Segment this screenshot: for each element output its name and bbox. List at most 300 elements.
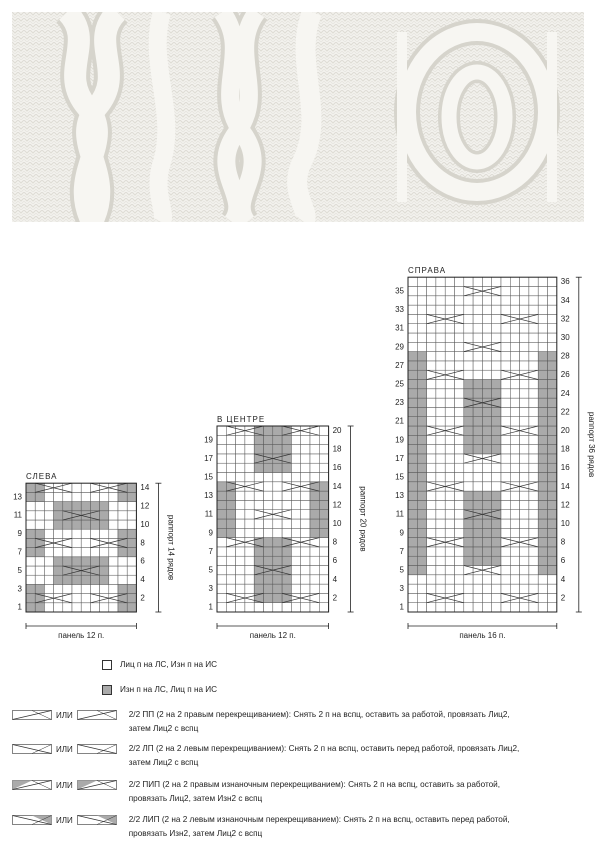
chart-cell xyxy=(291,435,300,444)
chart-cell xyxy=(445,417,454,426)
chart-cell xyxy=(44,502,53,511)
chart-cell xyxy=(473,547,482,556)
chart-cell xyxy=(226,435,235,444)
chart-cell xyxy=(548,547,557,556)
chart-cell xyxy=(445,445,454,454)
chart-cell xyxy=(408,566,417,575)
chart-cell xyxy=(217,500,226,509)
chart-cell xyxy=(254,435,263,444)
chart-cell xyxy=(254,528,263,537)
chart-cell xyxy=(35,502,44,511)
chart-cell xyxy=(538,342,547,351)
chart-cell xyxy=(455,361,464,370)
chart-cell xyxy=(72,502,81,511)
chart-cell xyxy=(492,435,501,444)
chart-cell xyxy=(492,426,501,435)
chart-cell xyxy=(538,528,547,537)
chart-cell xyxy=(217,491,226,500)
chart-cell xyxy=(492,482,501,491)
chart-cell xyxy=(81,538,90,547)
chart-cell xyxy=(245,510,254,519)
chart-cell xyxy=(473,491,482,500)
chart-cell xyxy=(464,575,473,584)
chart-cell xyxy=(44,603,53,612)
chart-cell xyxy=(417,277,426,286)
chart-cell xyxy=(427,528,436,537)
chart-cell xyxy=(529,500,538,509)
chart-cell xyxy=(482,584,491,593)
chart-cell xyxy=(301,491,310,500)
legend-item-cable-1 xyxy=(12,708,510,736)
chart-cell xyxy=(217,426,226,435)
chart-cell xyxy=(445,584,454,593)
chart-cell xyxy=(492,528,501,537)
chart-cell xyxy=(319,538,328,547)
chart-cell xyxy=(254,500,263,509)
chart-cell xyxy=(301,454,310,463)
chart-cell xyxy=(408,528,417,537)
chart-cell xyxy=(408,333,417,342)
chart-cell xyxy=(291,603,300,612)
legend-text-cable-3: 2/2 ПИП (2 на 2 правым изнаночным перекрещиванием): Снять 2 п на вспц, оставить за работой, провязать Лиц2, затем Изн2 с вспц xyxy=(128,780,501,803)
chart-cell xyxy=(510,547,519,556)
chart-cell xyxy=(310,454,319,463)
chart-cell xyxy=(455,333,464,342)
chart-cell xyxy=(464,519,473,528)
chart-cell xyxy=(72,529,81,538)
chart-cell xyxy=(319,575,328,584)
chart-cell xyxy=(264,491,273,500)
panel-label: панель 12 п. xyxy=(58,631,105,640)
chart-cell xyxy=(510,389,519,398)
chart-cell xyxy=(417,566,426,575)
chart-cell xyxy=(26,594,35,603)
chart-cell xyxy=(264,538,273,547)
chart-cell xyxy=(417,296,426,305)
chart-cell xyxy=(529,361,538,370)
chart-cell xyxy=(310,435,319,444)
cable-symbol-icon xyxy=(12,710,52,720)
chart-cell xyxy=(417,482,426,491)
repeat-label: раппорт 36 рядов xyxy=(586,411,596,478)
chart-cell xyxy=(455,556,464,565)
chart-cell xyxy=(529,296,538,305)
row-number: 23 xyxy=(395,398,404,408)
chart-cell xyxy=(473,463,482,472)
chart-cell xyxy=(548,510,557,519)
chart-cell xyxy=(291,500,300,509)
row-number: 15 xyxy=(204,472,213,482)
chart-cell xyxy=(245,473,254,482)
chart-cell xyxy=(455,305,464,314)
chart-cell xyxy=(408,296,417,305)
chart-cell xyxy=(291,454,300,463)
chart-cell xyxy=(445,435,454,444)
chart-cell xyxy=(408,491,417,500)
chart-cell xyxy=(118,511,127,520)
chart-cell xyxy=(473,593,482,602)
row-number: 1 xyxy=(208,602,213,612)
chart-cell xyxy=(520,435,529,444)
chart-cell xyxy=(90,584,99,593)
chart-cell xyxy=(90,520,99,529)
chart-cell xyxy=(473,333,482,342)
chart-cell xyxy=(548,389,557,398)
chart-cell xyxy=(548,426,557,435)
or-label: ИЛИ xyxy=(56,745,73,754)
chart-cell xyxy=(417,519,426,528)
chart-cell xyxy=(482,389,491,398)
chart-cell xyxy=(464,277,473,286)
chart-cell xyxy=(319,556,328,565)
row-number: 16 xyxy=(332,463,342,473)
chart-cell xyxy=(118,603,127,612)
chart-cell xyxy=(473,482,482,491)
chart-cell xyxy=(492,500,501,509)
chart-cell xyxy=(254,603,263,612)
chart-cell xyxy=(482,361,491,370)
chart-cell xyxy=(445,519,454,528)
chart-cell xyxy=(427,473,436,482)
chart-cell xyxy=(236,473,245,482)
chart-cell xyxy=(254,556,263,565)
chart-cell xyxy=(245,445,254,454)
chart-cell xyxy=(464,296,473,305)
chart-cell xyxy=(35,492,44,501)
chart-cell xyxy=(529,510,538,519)
chart-cell xyxy=(72,603,81,612)
chart-cell xyxy=(282,519,291,528)
chart-cell xyxy=(100,502,109,511)
chart-cell xyxy=(417,584,426,593)
chart-cell xyxy=(291,528,300,537)
chart-cell xyxy=(109,529,118,538)
chart-title: В ЦЕНТРЕ xyxy=(217,415,266,424)
chart-cell xyxy=(100,492,109,501)
chart-cell xyxy=(464,538,473,547)
row-number: 10 xyxy=(140,519,150,529)
chart-cell xyxy=(492,407,501,416)
chart-cell xyxy=(529,435,538,444)
chart-cell xyxy=(538,277,547,286)
chart-cell xyxy=(529,305,538,314)
chart-cell xyxy=(291,491,300,500)
chart-cell xyxy=(538,324,547,333)
chart-cell xyxy=(54,529,63,538)
chart-cell xyxy=(236,575,245,584)
chart-cell xyxy=(473,528,482,537)
chart-cell xyxy=(464,426,473,435)
chart-cell xyxy=(492,296,501,305)
chart-cell xyxy=(520,575,529,584)
chart-cell xyxy=(538,547,547,556)
chart-cell xyxy=(473,426,482,435)
chart-cell xyxy=(538,445,547,454)
chart-cell xyxy=(492,370,501,379)
chart-cell xyxy=(118,584,127,593)
chart-cell xyxy=(408,352,417,361)
chart-cell xyxy=(282,435,291,444)
chart-cell xyxy=(501,510,510,519)
chart-cell xyxy=(301,445,310,454)
chart-cell xyxy=(548,296,557,305)
chart-cell xyxy=(445,352,454,361)
row-number: 14 xyxy=(140,483,150,493)
chart-cell xyxy=(538,500,547,509)
chart-cell xyxy=(473,473,482,482)
chart-cell xyxy=(226,519,235,528)
chart-cell xyxy=(310,575,319,584)
row-number: 9 xyxy=(399,528,404,538)
chart-cell xyxy=(445,463,454,472)
chart-cell xyxy=(100,566,109,575)
chart-cell xyxy=(445,296,454,305)
chart-cell xyxy=(44,548,53,557)
legend-text-purl: Изн п на ЛС, Лиц п на ИС xyxy=(120,685,218,694)
row-number: 3 xyxy=(399,584,404,594)
chart-cell xyxy=(63,502,72,511)
chart-cell xyxy=(236,519,245,528)
chart-cell xyxy=(72,538,81,547)
cable-symbol-icon xyxy=(77,780,117,790)
chart-cell xyxy=(501,277,510,286)
chart-cell xyxy=(408,426,417,435)
chart-cell xyxy=(492,277,501,286)
chart-cell xyxy=(436,463,445,472)
chart-cell xyxy=(226,510,235,519)
chart-cell xyxy=(245,566,254,575)
chart-cell xyxy=(81,603,90,612)
chart-cell xyxy=(482,603,491,612)
chart-cell xyxy=(118,529,127,538)
chart-cell xyxy=(63,584,72,593)
chart-cell xyxy=(464,500,473,509)
chart-cell xyxy=(482,538,491,547)
chart-cell xyxy=(473,314,482,323)
chart-cell xyxy=(510,342,519,351)
chart-cell xyxy=(226,547,235,556)
chart-cell xyxy=(492,491,501,500)
chart-cell xyxy=(282,575,291,584)
chart-cell xyxy=(417,528,426,537)
chart-cell xyxy=(482,305,491,314)
chart-cell xyxy=(408,584,417,593)
chart-cell xyxy=(54,548,63,557)
row-number: 34 xyxy=(560,295,570,305)
row-number: 22 xyxy=(560,407,570,417)
chart-cell xyxy=(245,603,254,612)
chart-cell xyxy=(464,491,473,500)
chart-cell xyxy=(310,528,319,537)
chart-cell xyxy=(408,510,417,519)
chart-cell xyxy=(417,463,426,472)
chart-title: СПРАВА xyxy=(408,266,447,276)
chart-cell xyxy=(427,566,436,575)
chart-cell xyxy=(236,445,245,454)
chart-cell xyxy=(492,556,501,565)
chart-cell xyxy=(455,407,464,416)
chart-cell xyxy=(417,342,426,351)
chart-cell xyxy=(408,305,417,314)
chart-cell xyxy=(291,510,300,519)
chart-cell xyxy=(464,528,473,537)
chart-cell xyxy=(548,314,557,323)
chart-cell xyxy=(464,314,473,323)
chart-cell xyxy=(417,603,426,612)
chart-cell xyxy=(217,510,226,519)
chart-cell xyxy=(264,584,273,593)
chart-cell xyxy=(282,584,291,593)
chart-cell xyxy=(548,435,557,444)
row-number: 12 xyxy=(140,501,150,511)
chart-cell xyxy=(501,324,510,333)
chart-cell xyxy=(473,556,482,565)
chart-cell xyxy=(264,593,273,602)
row-number: 24 xyxy=(560,388,570,398)
chart-cell xyxy=(26,584,35,593)
chart-cell xyxy=(482,491,491,500)
chart-cell xyxy=(72,520,81,529)
chart-cell xyxy=(273,528,282,537)
chart-cell xyxy=(226,556,235,565)
chart-cell xyxy=(529,417,538,426)
row-number: 11 xyxy=(204,509,213,519)
chart-cell xyxy=(455,547,464,556)
chart-cell xyxy=(245,584,254,593)
chart-cell xyxy=(538,473,547,482)
chart-cell xyxy=(520,454,529,463)
chart-cell xyxy=(548,473,557,482)
chart-cell xyxy=(520,603,529,612)
row-number: 3 xyxy=(208,584,213,594)
chart-cell xyxy=(482,426,491,435)
chart-cell xyxy=(427,407,436,416)
chart-cell xyxy=(427,287,436,296)
chart-cell xyxy=(455,296,464,305)
chart-cell xyxy=(72,584,81,593)
chart-cell xyxy=(319,603,328,612)
chart-cell xyxy=(127,483,136,492)
chart-cell xyxy=(127,575,136,584)
chart-cell xyxy=(310,566,319,575)
chart-cell xyxy=(282,556,291,565)
chart-cell xyxy=(464,556,473,565)
chart-cell xyxy=(538,519,547,528)
chart-cell xyxy=(26,520,35,529)
chart-cell xyxy=(273,426,282,435)
chart-cell xyxy=(529,333,538,342)
chart-cell xyxy=(273,435,282,444)
chart-cell xyxy=(301,473,310,482)
chart-cell xyxy=(408,314,417,323)
chart-cell xyxy=(445,547,454,556)
chart-cell xyxy=(436,575,445,584)
chart-cell xyxy=(538,482,547,491)
chart-cell xyxy=(301,500,310,509)
row-number: 33 xyxy=(395,305,404,315)
chart-cell xyxy=(417,407,426,416)
chart-cell xyxy=(254,547,263,556)
chart-cell xyxy=(464,584,473,593)
chart-cell xyxy=(245,500,254,509)
chart-cell xyxy=(455,528,464,537)
chart-cell xyxy=(408,407,417,416)
chart-cell xyxy=(118,566,127,575)
chart-cell xyxy=(301,547,310,556)
chart-cell xyxy=(72,492,81,501)
chart-cell xyxy=(492,352,501,361)
chart-cell xyxy=(455,389,464,398)
chart-cell xyxy=(427,584,436,593)
chart-cell xyxy=(520,277,529,286)
cable-symbol-icon xyxy=(77,744,117,754)
chart-cell xyxy=(301,528,310,537)
panel-label: панель 16 п. xyxy=(459,631,506,640)
cable-symbol-icon xyxy=(77,710,117,720)
chart-cell xyxy=(548,482,557,491)
chart-cell xyxy=(54,502,63,511)
chart-cell xyxy=(473,361,482,370)
chart-cell xyxy=(81,502,90,511)
chart-cell xyxy=(427,361,436,370)
chart-cell xyxy=(109,511,118,520)
chart-cell xyxy=(501,380,510,389)
chart-cell xyxy=(436,389,445,398)
chart-cell xyxy=(436,547,445,556)
chart-cell xyxy=(427,519,436,528)
chart-cell xyxy=(501,500,510,509)
chart-cell xyxy=(436,445,445,454)
legend-text-knit: Лиц п на ЛС, Изн п на ИС xyxy=(120,660,218,669)
chart-cell xyxy=(464,305,473,314)
chart-cell xyxy=(319,473,328,482)
chart-cell xyxy=(264,463,273,472)
chart-cell xyxy=(417,445,426,454)
chart-cell xyxy=(510,305,519,314)
chart-cell xyxy=(520,287,529,296)
chart-cell xyxy=(445,361,454,370)
chart-cell xyxy=(54,520,63,529)
chart-cell xyxy=(538,593,547,602)
chart-cell xyxy=(301,435,310,444)
chart-cell xyxy=(473,389,482,398)
cable-knit-photo xyxy=(12,12,584,222)
chart-cell xyxy=(319,454,328,463)
chart-cell xyxy=(445,398,454,407)
chart-cell xyxy=(445,473,454,482)
chart-cell xyxy=(492,305,501,314)
chart-cell xyxy=(217,603,226,612)
chart-cell xyxy=(529,519,538,528)
chart-cell xyxy=(109,502,118,511)
legend xyxy=(0,652,615,857)
chart-cell xyxy=(520,584,529,593)
chart-cell xyxy=(510,287,519,296)
chart-cell xyxy=(548,519,557,528)
chart-cell xyxy=(81,584,90,593)
chart-cell xyxy=(464,547,473,556)
chart-cell xyxy=(245,519,254,528)
chart-cell xyxy=(482,333,491,342)
chart-cell xyxy=(273,603,282,612)
chart-cell xyxy=(492,575,501,584)
chart-cell xyxy=(548,538,557,547)
chart-cell xyxy=(445,305,454,314)
chart-cell xyxy=(245,491,254,500)
row-number: 8 xyxy=(140,538,145,548)
chart-cell xyxy=(63,603,72,612)
chart-cell xyxy=(427,333,436,342)
